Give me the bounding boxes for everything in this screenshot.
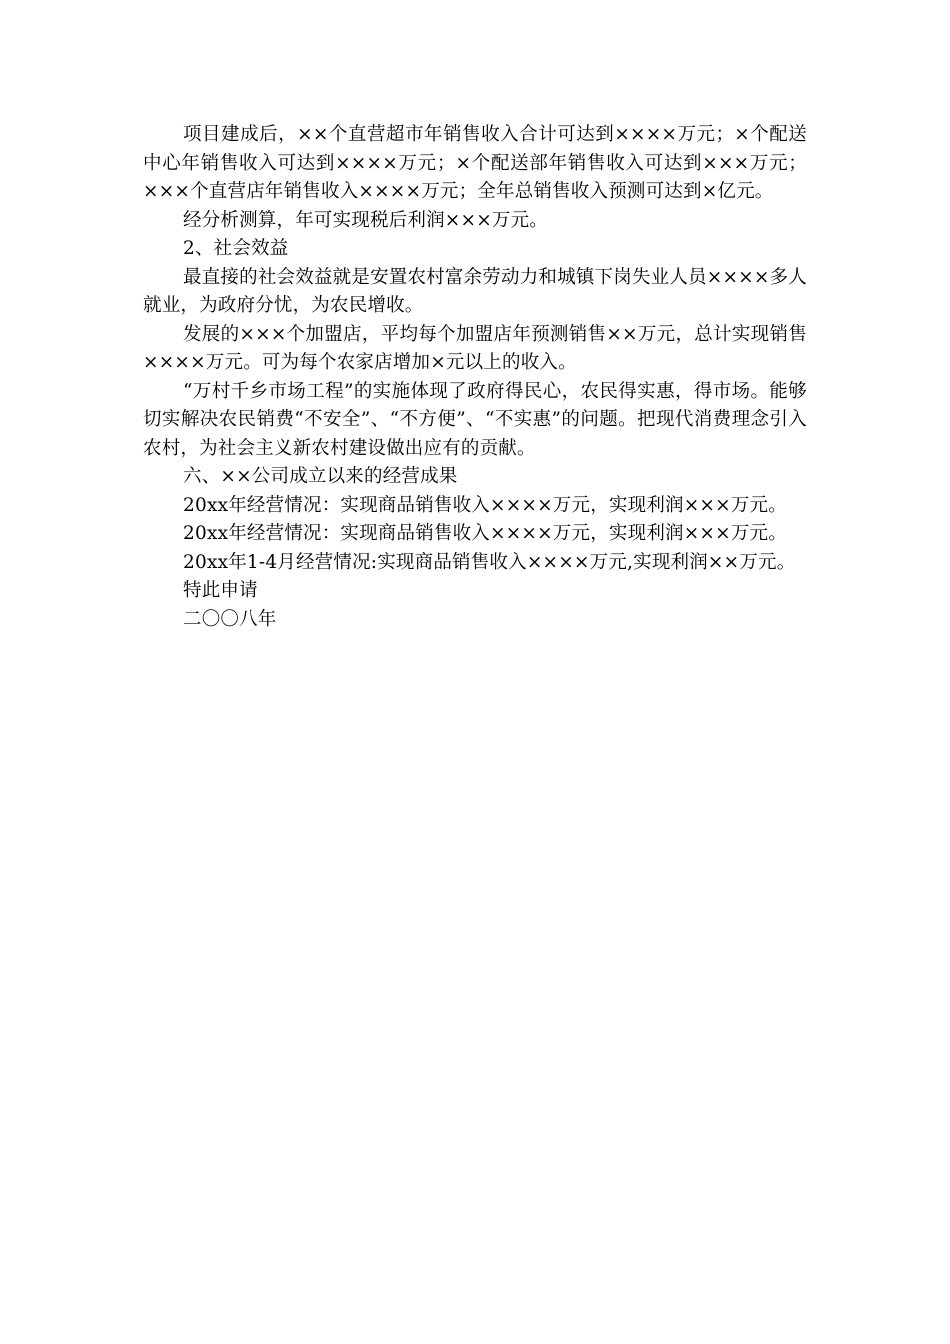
paragraph-profit-estimate: 经分析测算，年可实现税后利润×××万元。: [183, 209, 549, 231]
paragraph-results-year-3: 20xx年1-4月经营情况:实现商品销售收入××××万元,实现利润××万元。: [183, 551, 796, 573]
paragraph-revenue-forecast: 项目建成后，××个直营超市年销售收入合计可达到××××万元；×个配送中心年销售收入可达到××××万元；×个配送部年销售收入可达到×××万元；×××个直营店年销售收入××××万元；全年总销售收入预测可达到×亿元。: [143, 124, 807, 202]
paragraph-results-year-2: 20xx年经营情况：实现商品销售收入××××万元，实现利润×××万元。: [183, 523, 787, 544]
document-body: [143, 121, 807, 634]
paragraph-results-year-1: 20xx年经营情况：实现商品销售收入××××万元，实现利润×××万元。: [183, 494, 787, 516]
paragraph-franchise: 发展的×××个加盟店，平均每个加盟店年预测销售××万元，总计实现销售××××万元。可为每个农家店增加×元以上的收入。: [143, 323, 807, 373]
paragraph-market-project: “万村千乡市场工程”的实施体现了政府得民心，农民得实惠，得市场。能够切实解决农民销费“不安全”、“不方便”、“不实惠”的问题。把现代消费理念引入农村，为社会主义新农村建设做出应有的贡献。: [143, 380, 807, 459]
section-heading-results: 六、××公司成立以来的经营成果: [183, 466, 458, 487]
section-heading-social-benefit: 2、社会效益: [183, 238, 289, 259]
closing-date: 二〇〇八年: [183, 608, 277, 630]
paragraph-employment: 最直接的社会效益就是安置农村富余劳动力和城镇下岗失业人员××××多人就业，为政府分忧，为农民增收。: [143, 266, 807, 316]
closing-request: 特此申请: [183, 580, 258, 601]
